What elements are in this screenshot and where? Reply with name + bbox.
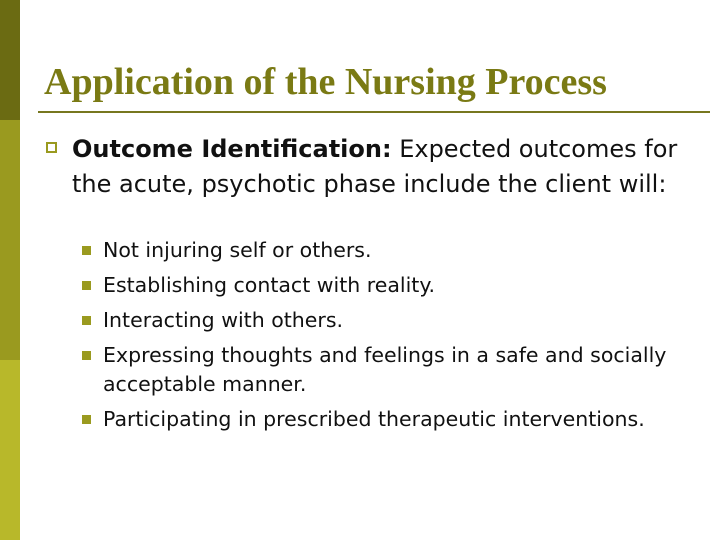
list-item bbox=[82, 271, 682, 300]
list-item bbox=[82, 341, 682, 398]
outcome-list bbox=[82, 236, 682, 440]
list-item-text: Establishing contact with reality. bbox=[103, 273, 436, 297]
list-item-text: Interacting with others. bbox=[103, 308, 344, 332]
side-accent-bar bbox=[0, 0, 20, 540]
slide-title: Application of the Nursing Process bbox=[44, 61, 607, 103]
hollow-square-bullet-icon bbox=[46, 142, 57, 153]
main-point-text: Expected outcomes for the acute, psychotic phase include the client will: bbox=[72, 135, 678, 198]
list-item bbox=[82, 306, 682, 335]
list-item-text: Not injuring self or others. bbox=[103, 238, 372, 262]
list-item bbox=[82, 236, 682, 265]
filled-square-bullet-icon bbox=[82, 246, 91, 255]
side-accent-bar-middle bbox=[0, 120, 20, 360]
side-accent-bar-bottom bbox=[0, 360, 20, 540]
title-divider bbox=[38, 111, 710, 113]
filled-square-bullet-icon bbox=[82, 316, 91, 325]
main-point-term: Outcome Identification: bbox=[72, 135, 392, 163]
filled-square-bullet-icon bbox=[82, 415, 91, 424]
filled-square-bullet-icon bbox=[82, 351, 91, 360]
side-accent-bar-top bbox=[0, 0, 20, 120]
list-item bbox=[82, 405, 682, 434]
list-item-text: Expressing thoughts and feelings in a safe and socially acceptable manner. bbox=[103, 343, 667, 396]
main-point bbox=[72, 132, 682, 202]
filled-square-bullet-icon bbox=[82, 281, 91, 290]
list-item-text: Participating in prescribed therapeutic interventions. bbox=[103, 406, 645, 431]
